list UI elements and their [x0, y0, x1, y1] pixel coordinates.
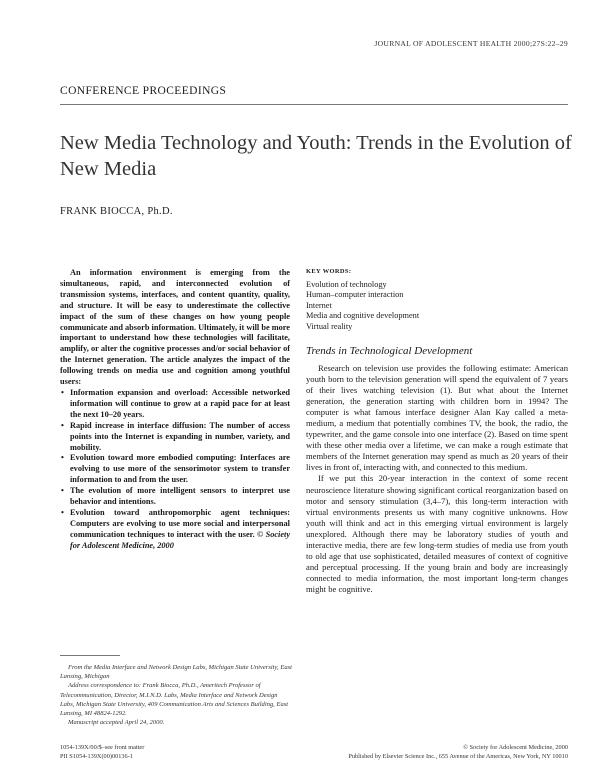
publisher-info: [348, 743, 568, 761]
abstract-intro: An information environment is emerging from the simultaneous, rapid, and interconnected evolution of transmission systems, interfaces, and content quantity, quality, and structure. It will be easy to underestimate the collective impact of the sum of these changes on how young people communicate and absorb information. Ultimately, it will be more important to understand how these technologies will facilitate, amplify, or alter the cognitive processes and/or social behavior of the Internet generation. The article analyzes the impact of the following trends on media use and cognition among youthful users:: [60, 268, 290, 387]
section-label: CONFERENCE PROCEEDINGS: [60, 85, 227, 97]
footnotes: [60, 663, 292, 727]
publisher-line: Published by Elsevier Science Inc., 655 Avenue of the Americas, New York, NY 10010: [348, 753, 568, 760]
abstract-bullet: • The evolution of more intelligent sensors to interpret use behavior and intentions.: [60, 486, 290, 508]
abstract-bullet: • Evolution toward more embodied computing: Interfaces are evolving to use more of the sensorimotor system to transfer information to and from the user.: [60, 453, 290, 486]
keyword-item: Evolution of technology: [306, 280, 387, 289]
abstract-bullet: • Rapid increase in interface diffusion: The number of access points into the Internet is expanding in number, variety, and mobility.: [60, 421, 290, 454]
body-paragraph: Research on television use provides the following estimate: American youth born to the television generation will spend the equivalent of 7 years of their lives watching television (1). But what about the Internet generation, the generation starting with children born in 1994? The computer is what famous interface designer Alan Kay called a meta-medium, a medium that potentially combines TV, the book, the radio, the typewriter, and the game console into one interface (2). Based on time spent with these other media over a lifetime, we can make a rough estimate that members of the Internet generation may spend as much as 20 years of their lives in front of, interacting with, and connected to this medium.: [306, 363, 568, 473]
footnote-divider: [60, 655, 120, 656]
abstract-copyright: © Society for Adolescent Medicine, 2000: [70, 529, 290, 550]
keywords-list: [306, 280, 419, 332]
abstract: [60, 268, 290, 552]
keyword-item: Virtual reality: [306, 321, 353, 331]
section-divider: [60, 104, 568, 105]
abstract-bullet-list: [60, 388, 290, 552]
article-identifiers: [60, 743, 144, 761]
keyword-item: Internet: [306, 300, 332, 310]
journal-citation: JOURNAL OF ADOLESCENT HEALTH 2000;27S:22–29: [374, 39, 568, 48]
issn-line: 1054-139X/00/$–see front matter: [60, 744, 145, 751]
keyword-item: Human–computer interaction: [306, 290, 404, 300]
section-heading: Trends in Technological Development: [306, 345, 473, 357]
abstract-bullet: • Information expansion and overload: Accessible networked information will continue to grow at a rapid pace for at least the next 10–20 years.: [60, 388, 290, 421]
body-text: [306, 363, 568, 595]
abstract-bullet-text: Evolution toward anthropomorphic agent techniques: Computers are evolving to use more social and interpersonal communication techniques to interact with the user.: [70, 507, 290, 539]
pii-line: PII S1054-139X(00)00136-1: [60, 753, 133, 760]
footnote-correspondence: Address correspondence to: Frank Biocca, Ph.D., Ameritech Professor of Telecommunication, Director, M.I.N.D. Labs, Media Interface and Network Design Labs, Michigan State University, 409 Communication Arts and Sciences Building, East Lansing, MI 48824-1292.: [60, 682, 289, 718]
body-paragraph: If we put this 20-year interaction in the context of some recent neuroscience literature showing significant cortical reorganization based on motor and sensory stimulation (3,4–7), this long-term interaction with virtual environments presents us with many cognitive unknowns. How youth will think and act in this emerging virtual environment is largely unexplored. Although there may be laboratory studies of youth and interactive media, there are few long-term studies of media use from youth to old age that use sophisticated, detailed measures of context of cognitive and perceptual processing. If the young brain and body are increasingly connected to media information, the most important long-term changes might be cognitive.: [306, 473, 568, 594]
footnote-affiliation: From the Media Interface and Network Design Labs, Michigan State University, East Lansing, Michigan: [60, 664, 292, 681]
abstract-bullet-last: [60, 508, 290, 552]
article-title: New Media Technology and Youth: Trends in the Evolution of New Media: [60, 132, 572, 180]
keyword-item: Media and cognitive development: [306, 311, 420, 321]
author-name: FRANK BIOCCA, Ph.D.: [60, 206, 173, 217]
keywords-label: KEY WORDS:: [306, 268, 352, 275]
footnote-accepted: Manuscript accepted April 24, 2000.: [68, 719, 165, 727]
society-copyright: © Society for Adolescent Medicine, 2000: [463, 744, 568, 751]
